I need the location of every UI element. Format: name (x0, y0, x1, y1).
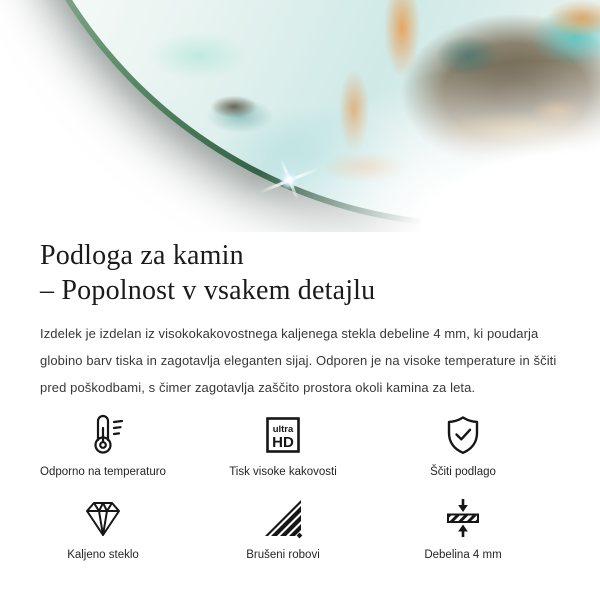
polished-edges-icon (261, 494, 305, 540)
title-line-1: Podloga za kamin (40, 240, 244, 271)
svg-text:HD: HD (272, 434, 294, 451)
feature-grid (13, 411, 553, 561)
thermometer-icon (81, 411, 125, 457)
thickness-icon (441, 494, 485, 540)
feature-label: Odporno na temperaturo (40, 466, 166, 478)
feature-label: Debelina 4 mm (424, 549, 502, 561)
svg-text:ultra: ultra (272, 424, 294, 435)
diamond-icon (80, 494, 126, 540)
feature-label: Brušeni robovi (246, 549, 320, 561)
ultra-hd-icon (261, 411, 305, 457)
product-description: Izdelek je izdelan iz visokokakovostnega kaljenega stekla debeline 4 mm, ki poudarja globino barv tiska in zagotavlja eleganten sijaj. Odporen je na visoke temperature in ščiti pred poškodbami, s čimer zagotavlja zaščito prostora okoli kamina za leta. (40, 326, 557, 395)
hero-product-image (0, 0, 600, 232)
feature-thickness (373, 494, 553, 561)
shield-check-icon (441, 411, 485, 457)
feature-label: Kaljeno steklo (67, 549, 139, 561)
page-title (40, 238, 560, 308)
feature-tempered-glass (13, 494, 193, 561)
feature-polished-edges (193, 494, 373, 561)
feature-label: Tisk visoke kakovosti (229, 466, 337, 478)
feature-label: Ščiti podlago (430, 466, 496, 478)
feature-temperature (13, 411, 193, 478)
title-line-2: – Popolnost v vsakem detajlu (40, 275, 376, 306)
feature-protects-base (373, 411, 553, 478)
feature-print-quality (193, 411, 373, 478)
